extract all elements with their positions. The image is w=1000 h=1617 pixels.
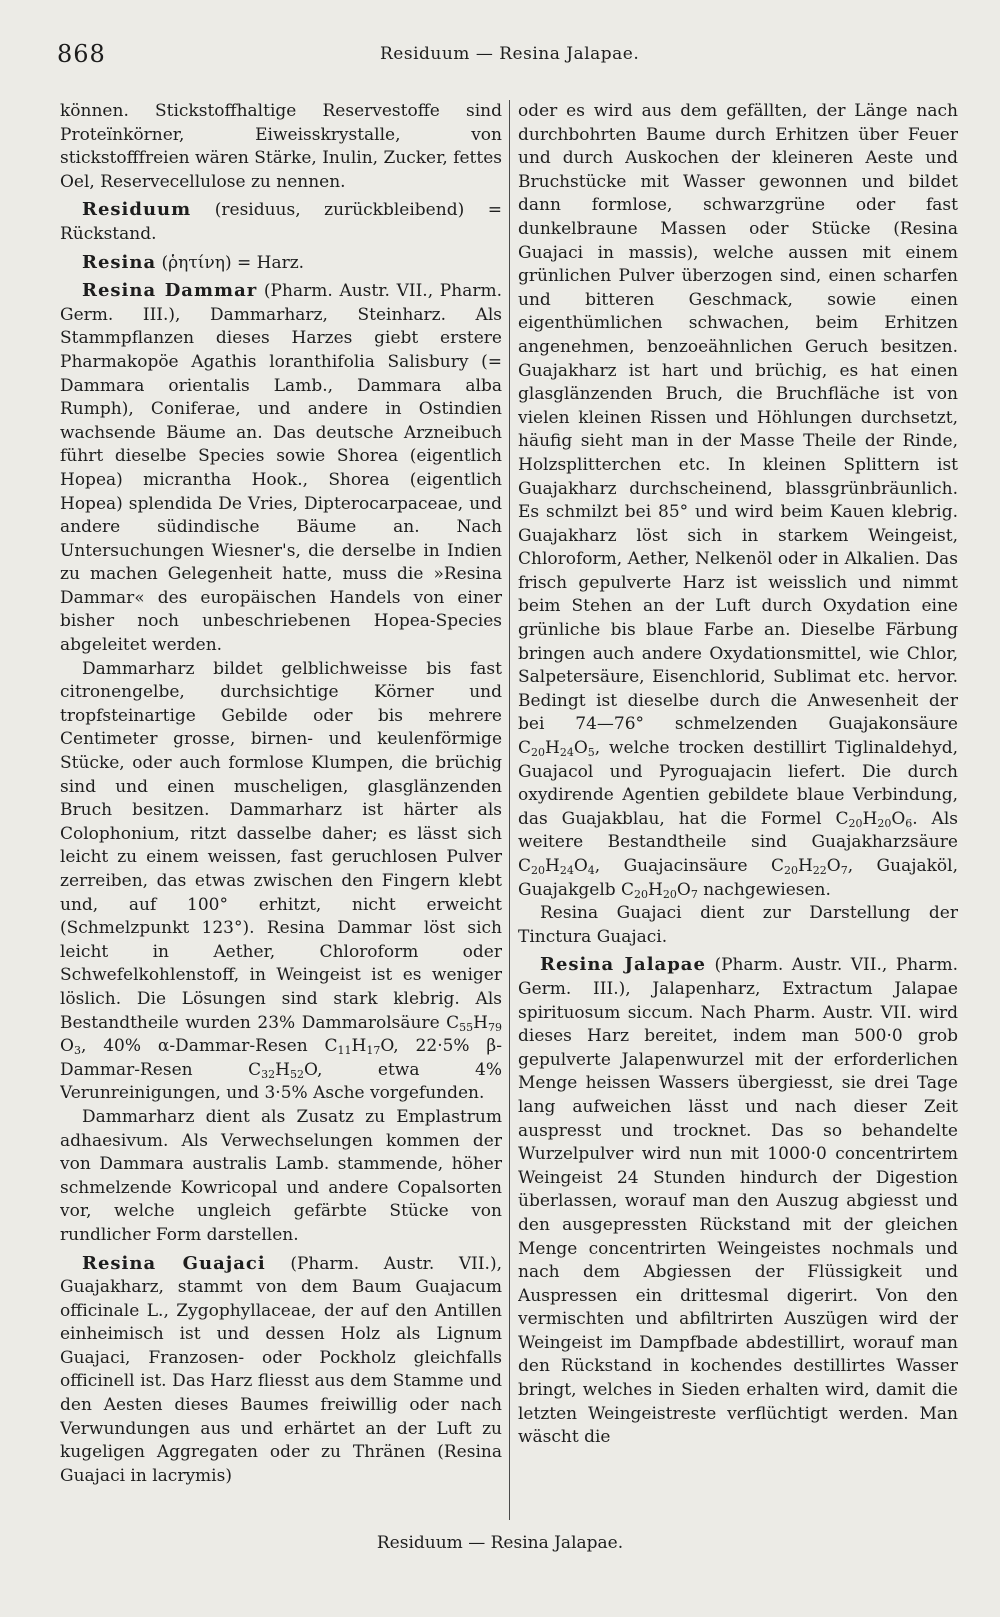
- headword-resina-dammar: Resina Dammar: [82, 280, 258, 302]
- paragraph-guajaci-continued: oder es wird aus dem gefällten, der Länge nach durchbohrten Baume durch Erhitzen über Feuer und durch Auskochen der kleineren Aeste und Bruchstücke mit Wasser gewonnen und bildet dann formlose, schwarzgrüne oder fast dunkelbraune Massen oder Stücke (Resina Guajaci in massis), welche aussen mit einem grünlichen Pulver überzogen sind, einen scharfen und bitteren Geschmack, sowie einen eigenthümlichen schwachen, beim Erhitzen angenehmen, benzoeähnlichen Geruch besitzen. Guajakharz ist hart und brüchig, es hat einen glasglänzenden Bruch, die Bruchfläche ist von vielen kleinen Rissen und Höhlungen durchsetzt, häufig sieht man in der Masse Theile der Rinde, Holzsplitterchen etc. In kleinen Splittern ist Guajakharz durchscheinend, blassgrünbräunlich. Es schmilzt bei 85° und wird beim Kauen klebrig. Guajakharz löst sich in starkem Weingeist, Chloroform, Aether, Nelkenöl oder in Alkalien. Das frisch gepulverte Harz ist weisslich und nimmt beim Stehen an der Luft durch Oxydation eine grünliche bis blaue Farbe an. Dieselbe Färbung bringen auch andere Oxydationsmittel, wie Chlor, Salpetersäure, Eisenchlorid, Sublimat etc. hervor. Bedingt ist dieselbe durch die Anwesenheit der bei 74—76° schmelzenden Guajakonsäure $C_{20}H_{24}O_5$, welche trocken destillirt Tiglinaldehyd, Guajacol und Pyroguajacin liefert. Die durch oxydirende Agentien gebildete blaue Verbindung, das Guajakblau, hat die Formel $C_{20}H_{20}O_6$. Als weitere Bestandtheile sind Guajakharzsäure $C_{20}H_{24}O_4$, Guajacinsäure $C_{20}H_{22}O_7$, Guajaköl, Guajakgelb $C_{20}H_{20}O_7$ nachgewiesen.: [518, 101, 958, 901]
- headword-residuum: Residuum: [82, 199, 192, 221]
- entry-resina-dammar: [60, 279, 502, 658]
- paragraph-dammar-properties: Dammarharz bildet gelblichweisse bis fast citronengelbe, durchsichtige Körner und tropfsteinartige Gebilde oder bis mehrere Centimeter grosse, birnen- und keulenförmige Stücke, oder auch formlose Klumpen, die brüchig sind und einen muscheligen, glasglänzenden Bruch besitzen. Dammarharz ist härter als Colophonium, ritzt dasselbe daher; es lässt sich leicht zu einem weissen, fast geruchlosen Pulver zerreiben, das etwas zwischen den Fingern klebt und, auf 100° erhitzt, nicht erweicht (Schmelzpunkt 123°). Resina Dammar löst sich leicht in Aether, Chloroform oder Schwefelkohlenstoff, in Weingeist ist es weniger löslich. Die Lösungen sind stark klebrig. Als Bestandtheile wurden 23% Dammarolsäure $C_{55}H_{79}$ $O_3$, 40% α-Dammar-Resen $C_{11}H_{17}O$, 22·5% β-Dammar-Resen $C_{32}H_{52}O$, etwa 4% Verunreinigungen, und 3·5% Asche vorgefunden.: [60, 658, 502, 1104]
- column-divider: [509, 100, 510, 1520]
- entry-resina: [60, 251, 502, 276]
- headword-resina: Resina: [82, 251, 157, 273]
- running-head: Residuum — Resina Jalapae.: [380, 44, 640, 64]
- paragraph-tinctura: Resina Guajaci dient zur Darstellung der Tinctura Guajaci.: [518, 903, 958, 947]
- headword-resina-guajaci: Resina Guajaci: [82, 1252, 266, 1274]
- entry-residuum: [60, 198, 502, 246]
- headword-resina-jalapae: Resina Jalapae: [540, 954, 706, 976]
- entry-residuum-text: (residuus, zurückbleibend) = Rückstand.: [60, 200, 502, 244]
- paragraph-dammar-usage: Dammarharz dient als Zusatz zu Emplastrum adhaesivum. Als Verwechselungen kommen der von Dammara australis Lamb. stammende, höher schmelzende Kowricopal und andere Copalsorten vor, welche ungleich gefärbte Stücke von rundlicher Form darstellen.: [60, 1106, 502, 1245]
- page-number: 868: [57, 40, 106, 68]
- right-column: [518, 100, 958, 1519]
- footer-running-head: Residuum — Resina Jalapae.: [376, 1533, 624, 1553]
- entry-resina-dammar-text: (Pharm. Austr. VII., Pharm. Germ. III.), Dammarharz, Steinharz. Als Stammpflanzen dieses Harzes giebt erstere Pharmakopöe Agathis loranthifolia Salisbury (= Dammara orientalis Lamb., Dammara alba Rumph), Coniferae, und andere in Ostindien wachsende Bäume an. Das deutsche Arzneibuch führt dieselbe Species sowie Shorea (eigentlich Hopea) micrantha Hook., Shorea (eigentlich Hopea) splendida De Vries, Dipterocarpaceae, und andere südindische Bäume an. Nach Untersuchungen Wiesner's, die derselbe in Indien zu machen Gelegenheit hatte, muss die »Resina Dammar« des europäischen Handels von einer bisher noch unbeschriebenen Hopea-Species abgeleitet werden.: [60, 281, 502, 656]
- left-column: [60, 100, 502, 1519]
- entry-resina-jalapae-text: (Pharm. Austr. VII., Pharm. Germ. III.), Jalapenharz, Extractum Jalapae spirituosum siccum. Nach Pharm. Austr. VII. wird dieses Harz bereitet, indem man 500·0 grob gepulverte Jalapenwurzel mit der erforderlichen Menge heissen Wassers übergiesst, sie drei Tage lang aufweichen lässt und nach dieser Zeit auspresst und trocknet. Das so behandelte Wurzelpulver wird nun mit 1000·0 concentrirtem Weingeist 24 Stunden hindurch der Digestion überlassen, worauf man den Auszug abgiesst und den ausgepressten Rückstand mit der gleichen Menge concentrirten Weingeistes nochmals und nach dem Abgiessen der Flüssigkeit und Auspressen ein drittesmal digerirt. Von den vermischten und abfiltrirten Auszügen wird der Weingeist im Dampfbade abdestillirt, worauf man den Rückstand in kochendes destillirtes Wasser bringt, welches in Sieden erhalten wird, damit die letzten Weingeistreste verflüchtigt werden. Man wäscht die: [518, 955, 958, 1448]
- entry-resina-guajaci: [60, 1252, 502, 1489]
- paragraph-konnen: können. Stickstoffhaltige Reservestoffe sind Proteïnkörner, Eiweisskrystalle, von stickstofffreien wären Stärke, Inulin, Zucker, fettes Oel, Reservecellulose zu nennen.: [60, 101, 502, 192]
- entry-resina-jalapae: [518, 953, 958, 1449]
- entry-resina-guajaci-text: (Pharm. Austr. VII.), Guajakharz, stammt von dem Baum Guajacum officinale L., Zygophyllaceae, der auf den Antillen einheimisch ist und dessen Holz als Lignum Guajaci, Franzosen- oder Pockholz gleichfalls officinell ist. Das Harz fliesst aus dem Stamme und den Aesten dieses Baumes freiwillig oder nach Verwundungen aus und erhärtet an der Luft zu kugeligen Aggregaten oder zu Thränen (Resina Guajaci in lacrymis): [60, 1253, 502, 1486]
- entry-resina-text: (ῥητίνη) = Harz.: [156, 252, 305, 273]
